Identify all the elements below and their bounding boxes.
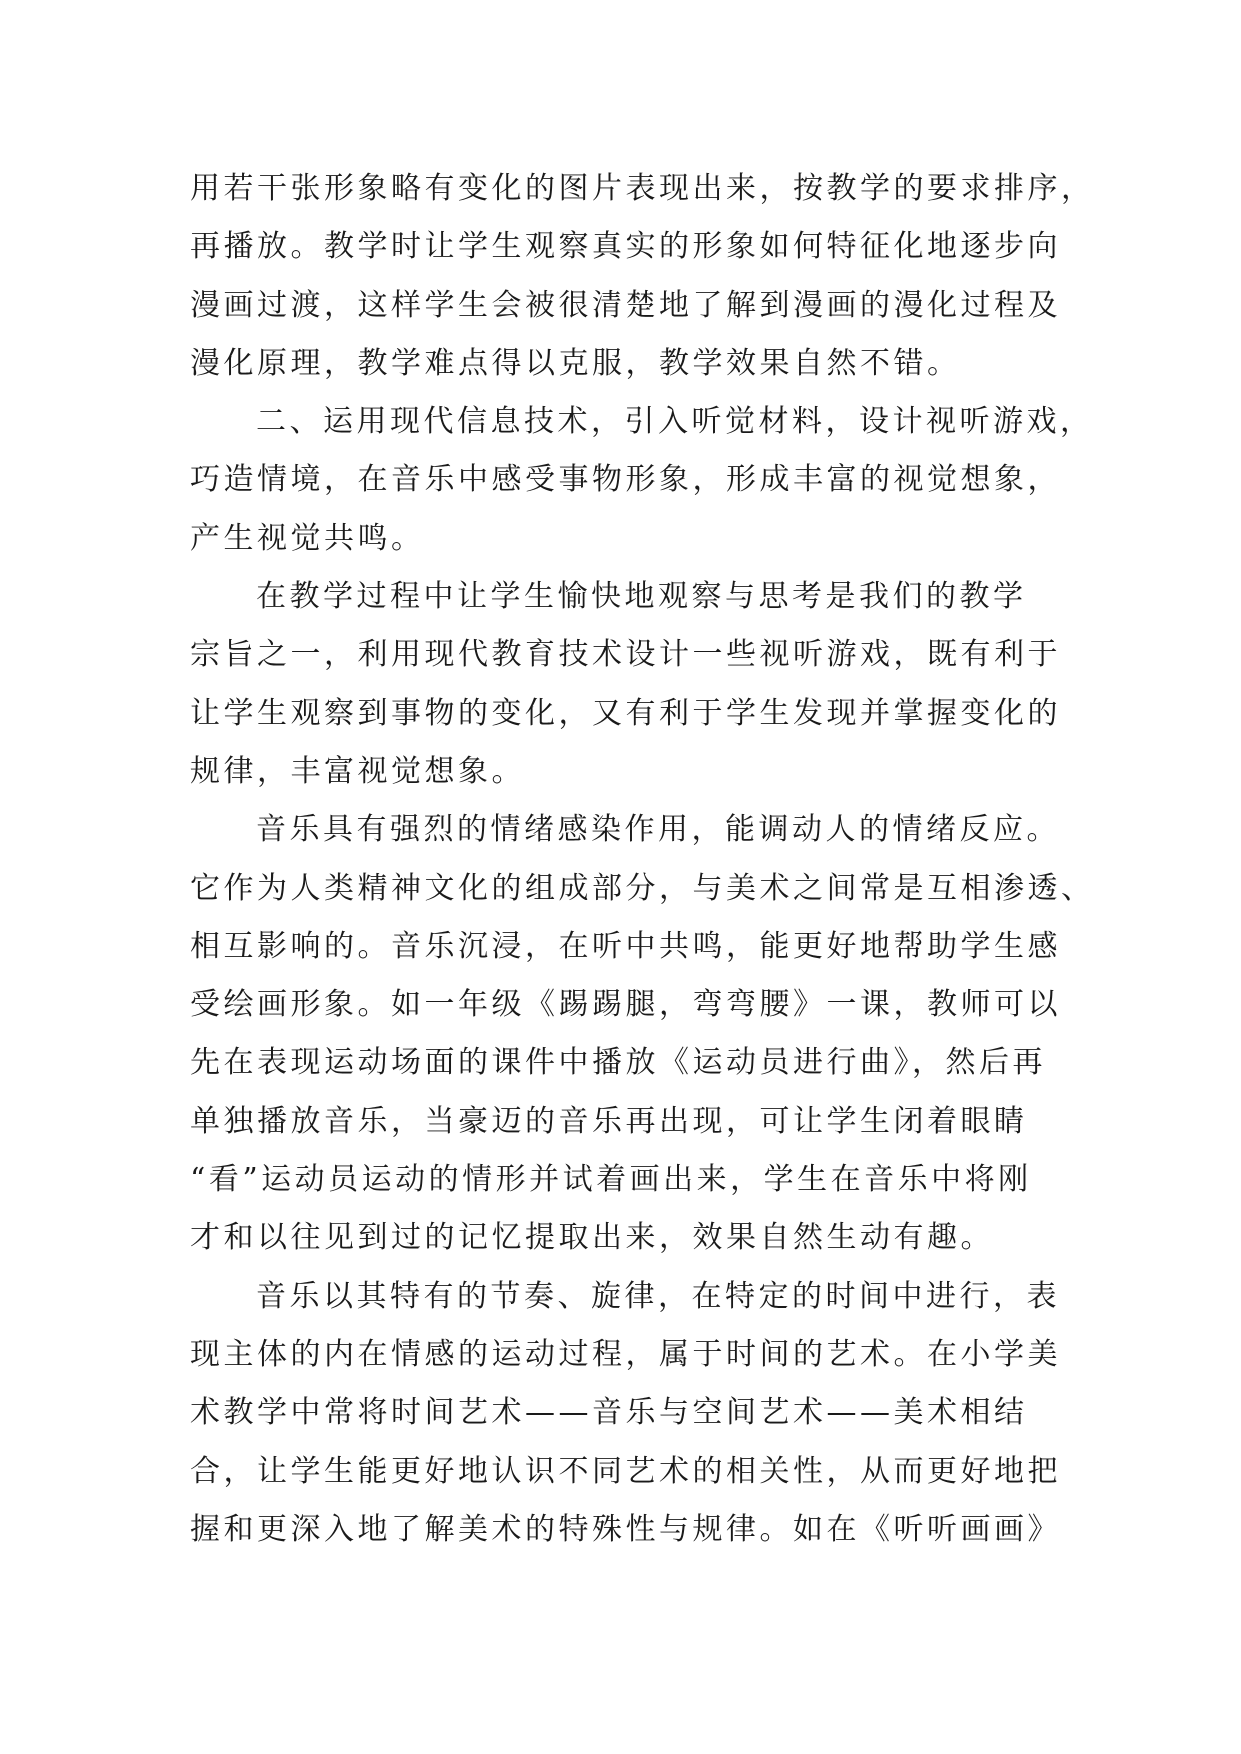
text-line-18: “看”运动员运动的情形并试着画出来，学生在音乐中将刚	[190, 1162, 1032, 1198]
text-line-12: 音乐具有强烈的情绪感染作用，能调动人的情绪反应。	[256, 812, 1060, 848]
text-line-1: 用若干张形象略有变化的图片表现出来，按教学的要求排序，	[190, 171, 1095, 206]
text-line-20: 音乐以其特有的节奏、旋律，在特定的时间中进行，表	[256, 1278, 1060, 1314]
text-line-11: 规律，丰富视觉想象。	[190, 753, 525, 789]
section-heading: 二、运用现代信息技术，引入听觉材料，设计视听游戏，	[256, 404, 1094, 440]
text-line-21: 现主体的内在情感的运动过程，属于时间的艺术。在小学美	[190, 1336, 1061, 1372]
text-line-9: 宗旨之一，利用现代教育技术设计一些视听游戏，既有利于	[190, 637, 1061, 673]
body-text	[190, 160, 1095, 1559]
text-line-22: 术教学中常将时间艺术——音乐与空间艺术——美术相结	[190, 1395, 1028, 1431]
text-line-14: 相互影响的。音乐沉浸，在听中共鸣，能更好地帮助学生感	[190, 928, 1061, 964]
text-line-2: 再播放。教学时让学生观察真实的形象如何特征化地逐步向	[190, 229, 1061, 265]
text-line-16: 先在表现运动场面的课件中播放《运动员进行曲》，然后再	[190, 1045, 1046, 1081]
text-line-10: 让学生观察到事物的变化，又有利于学生发现并掌握变化的	[190, 695, 1061, 731]
text-line-15: 受绘画形象。如一年级《踢踢腿，弯弯腰》一课，教师可以	[190, 987, 1061, 1023]
text-line-17: 单独播放音乐，当豪迈的音乐再出现，可让学生闭着眼睛	[190, 1103, 1028, 1139]
text-line-3: 漫画过渡，这样学生会被很清楚地了解到漫画的漫化过程及	[190, 287, 1061, 323]
text-line-8: 在教学过程中让学生愉快地观察与思考是我们的教学	[256, 579, 1027, 615]
text-line-23: 合，让学生能更好地认识不同艺术的相关性，从而更好地把	[190, 1453, 1061, 1489]
text-line-13: 它作为人类精神文化的组成部分，与美术之间常是互相渗透、	[190, 870, 1095, 906]
text-line-7: 产生视觉共鸣。	[190, 520, 425, 556]
text-line-19: 才和以往见到过的记忆提取出来，效果自然生动有趣。	[190, 1220, 994, 1256]
text-line-4: 漫化原理，教学难点得以克服，教学效果自然不错。	[190, 345, 961, 381]
text-line-24: 握和更深入地了解美术的特殊性与规律。如在《听听画画》	[190, 1511, 1061, 1547]
text-line-6: 巧造情境，在音乐中感受事物形象，形成丰富的视觉想象，	[190, 462, 1061, 498]
